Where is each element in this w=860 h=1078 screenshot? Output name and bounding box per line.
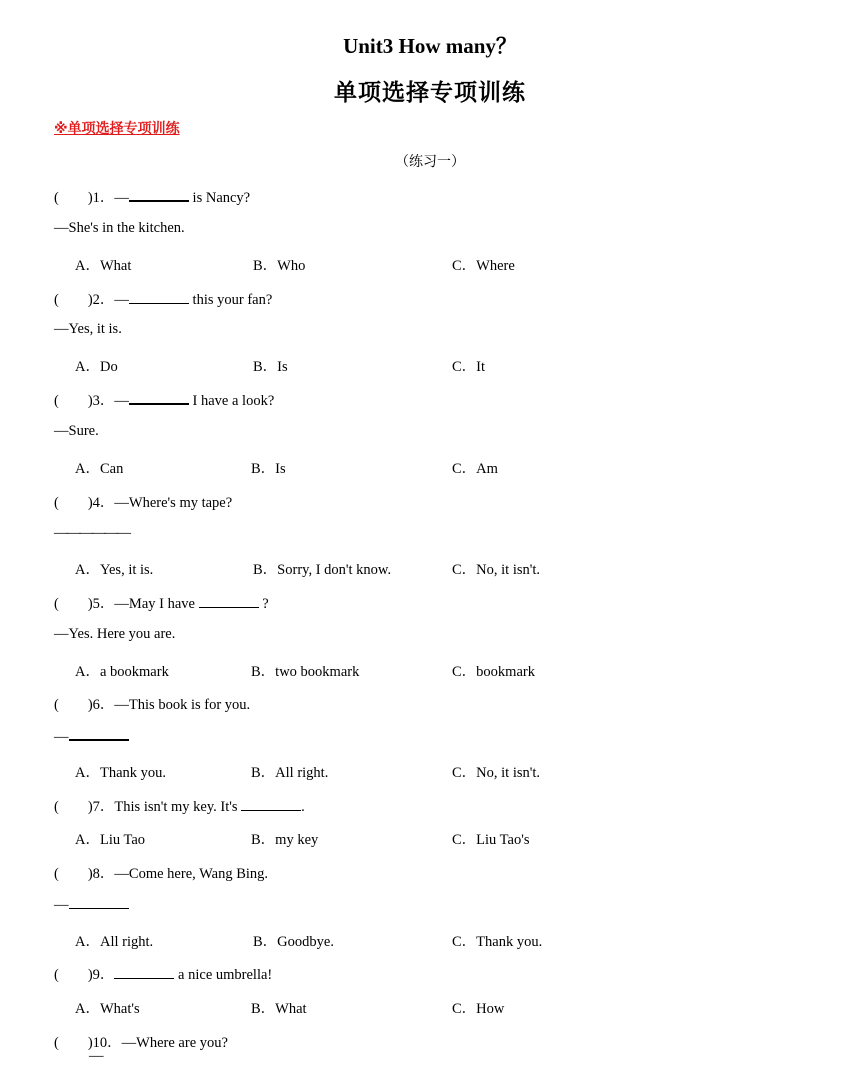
question-7-option-b: B．my key [251,832,319,848]
practice-label: （练习一） [395,154,465,170]
question-number: ( )6． [54,697,115,713]
question-number: ( )5． [54,596,115,612]
answer-blank [129,188,189,202]
question-number: ( )4． [54,495,115,511]
question-3-option-c: C．Am [452,461,498,477]
question-7-option-a: A．Liu Tao [75,832,146,848]
question-5: ( )5．—May I have ? [54,596,269,612]
question-3-option-b: B．Is [251,461,286,477]
question-number: ( )2． [54,292,115,308]
question-number: ( )8． [54,866,115,882]
question-6-answer: — [54,727,129,746]
question-1-option-c: C．Where [452,258,515,274]
question-4-answer: —————— [54,525,129,541]
question-9-option-c: C．How [452,1001,505,1017]
question-2-option-a: A．Do [75,359,118,375]
answer-blank [199,595,259,608]
question-10-answer: — [89,1048,104,1064]
question-8-option-c: C．Thank you. [452,934,543,950]
question-9-option-b: B．What [251,1001,307,1017]
answer-blank [114,966,174,979]
question-number: ( )7． [54,799,115,815]
question-3-answer: —Sure. [54,423,99,439]
question-6-option-b: B．All right. [251,765,329,781]
question-8: ( )8．—Come here, Wang Bing. [54,866,269,882]
question-9: ( )9． a nice umbrella! [54,967,273,983]
question-1-option-b: B．Who [253,258,306,274]
question-2: ( )2．— this your fan? [54,292,273,308]
question-7-option-c: C．Liu Tao's [452,832,530,848]
question-4-option-c: C．No, it isn't. [452,562,541,578]
page-subtitle: 单项选择专项训练 [334,80,526,106]
question-number: ( )3． [54,393,115,409]
question-3-option-a: A．Can [75,461,124,477]
answer-blank [69,896,129,909]
question-7: ( )7．This isn't my key. It's . [54,799,305,815]
question-2-option-c: C．It [452,359,486,375]
question-4: ( )4．—Where's my tape? [54,495,233,511]
question-10: ( )10．—Where are you? [54,1035,228,1051]
question-6-option-a: A．Thank you. [75,765,167,781]
question-2-option-b: B．Is [253,359,288,375]
question-4-option-b: B．Sorry, I don't know. [253,562,392,578]
question-8-option-a: A．All right. [75,934,154,950]
question-5-option-c: C．bookmark [452,664,535,680]
question-3: ( )3．— I have a look? [54,393,275,409]
answer-blank [129,291,189,304]
question-8-option-b: B．Goodbye. [253,934,334,950]
answer-blank [69,727,129,741]
question-1-option-a: A．What [75,258,132,274]
answer-blank [129,391,189,405]
question-5-option-b: B．two bookmark [251,664,360,680]
question-1-answer: —She's in the kitchen. [54,220,185,236]
question-2-answer: —Yes, it is. [54,321,122,337]
question-6: ( )6．—This book is for you. [54,697,251,713]
question-6-option-c: C．No, it isn't. [452,765,541,781]
page-title: Unit3 How many？ [343,34,517,58]
question-4-option-a: A．Yes, it is. [75,562,154,578]
question-number: ( )1． [54,190,115,206]
question-9-option-a: A．What's [75,1001,140,1017]
question-5-answer: —Yes. Here you are. [54,626,176,642]
question-8-answer: — [54,896,129,914]
question-number: ( )9． [54,967,115,983]
section-label: ※单项选择专项训练 [54,121,180,137]
question-1: ( )1．— is Nancy? [54,190,251,206]
question-5-option-a: A．a bookmark [75,664,169,680]
question-number: ( )10． [54,1035,122,1051]
answer-blank [241,798,301,811]
